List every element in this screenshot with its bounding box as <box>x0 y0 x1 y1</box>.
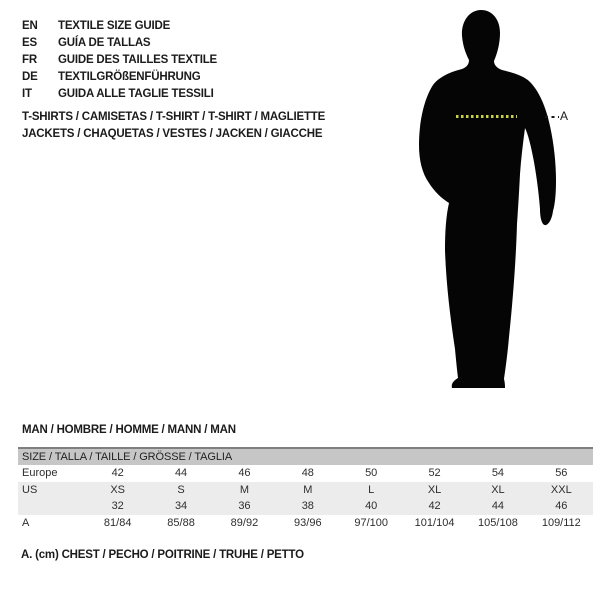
language-title: GUIDE DES TAILLES TEXTILE <box>58 54 217 66</box>
chest-measure-line <box>456 115 517 118</box>
size-table-header: SIZE / TALLA / TAILLE / GRÖSSE / TAGLIA <box>18 448 593 465</box>
size-cell: S <box>149 482 212 499</box>
table-row-numeric <box>18 498 593 515</box>
language-list <box>22 18 217 103</box>
language-row <box>22 69 217 86</box>
size-cell: 48 <box>301 467 314 480</box>
size-cell: M <box>276 482 339 499</box>
size-cell: XL <box>466 482 529 499</box>
size-cell: M <box>213 482 276 499</box>
language-code: DE <box>22 71 38 83</box>
row-label: Europe <box>22 467 58 480</box>
man-silhouette-icon <box>405 5 580 390</box>
size-cell: 46 <box>238 467 251 480</box>
measure-leader-line <box>545 116 559 118</box>
table-row-us <box>18 482 593 499</box>
language-row <box>22 52 217 69</box>
size-cell: 52 <box>428 467 441 480</box>
size-cell: 109/112 <box>541 516 581 529</box>
language-row <box>22 35 217 52</box>
size-cell: 32 <box>86 498 149 515</box>
size-cell: 89/92 <box>230 516 259 529</box>
language-title: TEXTILGRÖßENFÜHRUNG <box>58 71 201 83</box>
size-cell: 42 <box>403 498 466 515</box>
measure-label-a: A <box>560 109 569 123</box>
language-title: GUÍA DE TALLAS <box>58 37 151 49</box>
size-cell: 105/108 <box>478 516 518 529</box>
size-cell: XXL <box>530 482 593 499</box>
table-row-europe <box>18 465 593 482</box>
language-row <box>22 86 217 103</box>
size-cell: 50 <box>365 467 378 480</box>
size-cell: 38 <box>276 498 339 515</box>
size-cell: 36 <box>213 498 276 515</box>
size-cell: 46 <box>530 498 593 515</box>
size-cell: 56 <box>555 467 568 480</box>
row-label: US <box>18 482 86 499</box>
garment-categories <box>22 109 325 142</box>
table-row-chest <box>18 515 593 532</box>
size-cell: 85/88 <box>167 516 195 529</box>
section-title-man: MAN / HOMBRE / HOMME / MANN / MAN <box>22 424 236 436</box>
size-cell: 44 <box>174 467 188 480</box>
size-cell: 40 <box>340 498 403 515</box>
language-code: FR <box>22 54 37 66</box>
size-cell: XL <box>403 482 466 499</box>
language-title: TEXTILE SIZE GUIDE <box>58 20 171 32</box>
language-title: GUIDA ALLE TAGLIE TESSILI <box>58 88 214 100</box>
size-cell: 93/96 <box>294 516 322 529</box>
size-cell: 81/84 <box>103 516 132 529</box>
row-label: A <box>22 516 30 529</box>
size-cell: XS <box>86 482 149 499</box>
size-cell: L <box>340 482 403 499</box>
size-table <box>18 447 593 531</box>
size-cell: 97/100 <box>354 516 389 529</box>
language-code: IT <box>22 88 32 100</box>
language-code: EN <box>22 20 38 32</box>
category-jackets: JACKETS / CHAQUETAS / VESTES / JACKEN / GIACCHE <box>22 127 323 140</box>
measurement-footnote: A. (cm) CHEST / PECHO / POITRINE / TRUHE / PETTO <box>21 549 304 561</box>
language-code: ES <box>22 37 37 49</box>
size-cell: 42 <box>111 467 124 480</box>
size-cell: 44 <box>466 498 529 515</box>
row-label <box>18 498 86 515</box>
size-table-header-row <box>18 448 593 465</box>
size-cell: 34 <box>149 498 212 515</box>
size-cell: 101/104 <box>414 516 455 529</box>
size-cell: 54 <box>491 467 505 480</box>
language-row <box>22 18 217 35</box>
category-tshirts: T-SHIRTS / CAMISETAS / T-SHIRT / T-SHIRT / MAGLIETTE <box>22 111 326 123</box>
